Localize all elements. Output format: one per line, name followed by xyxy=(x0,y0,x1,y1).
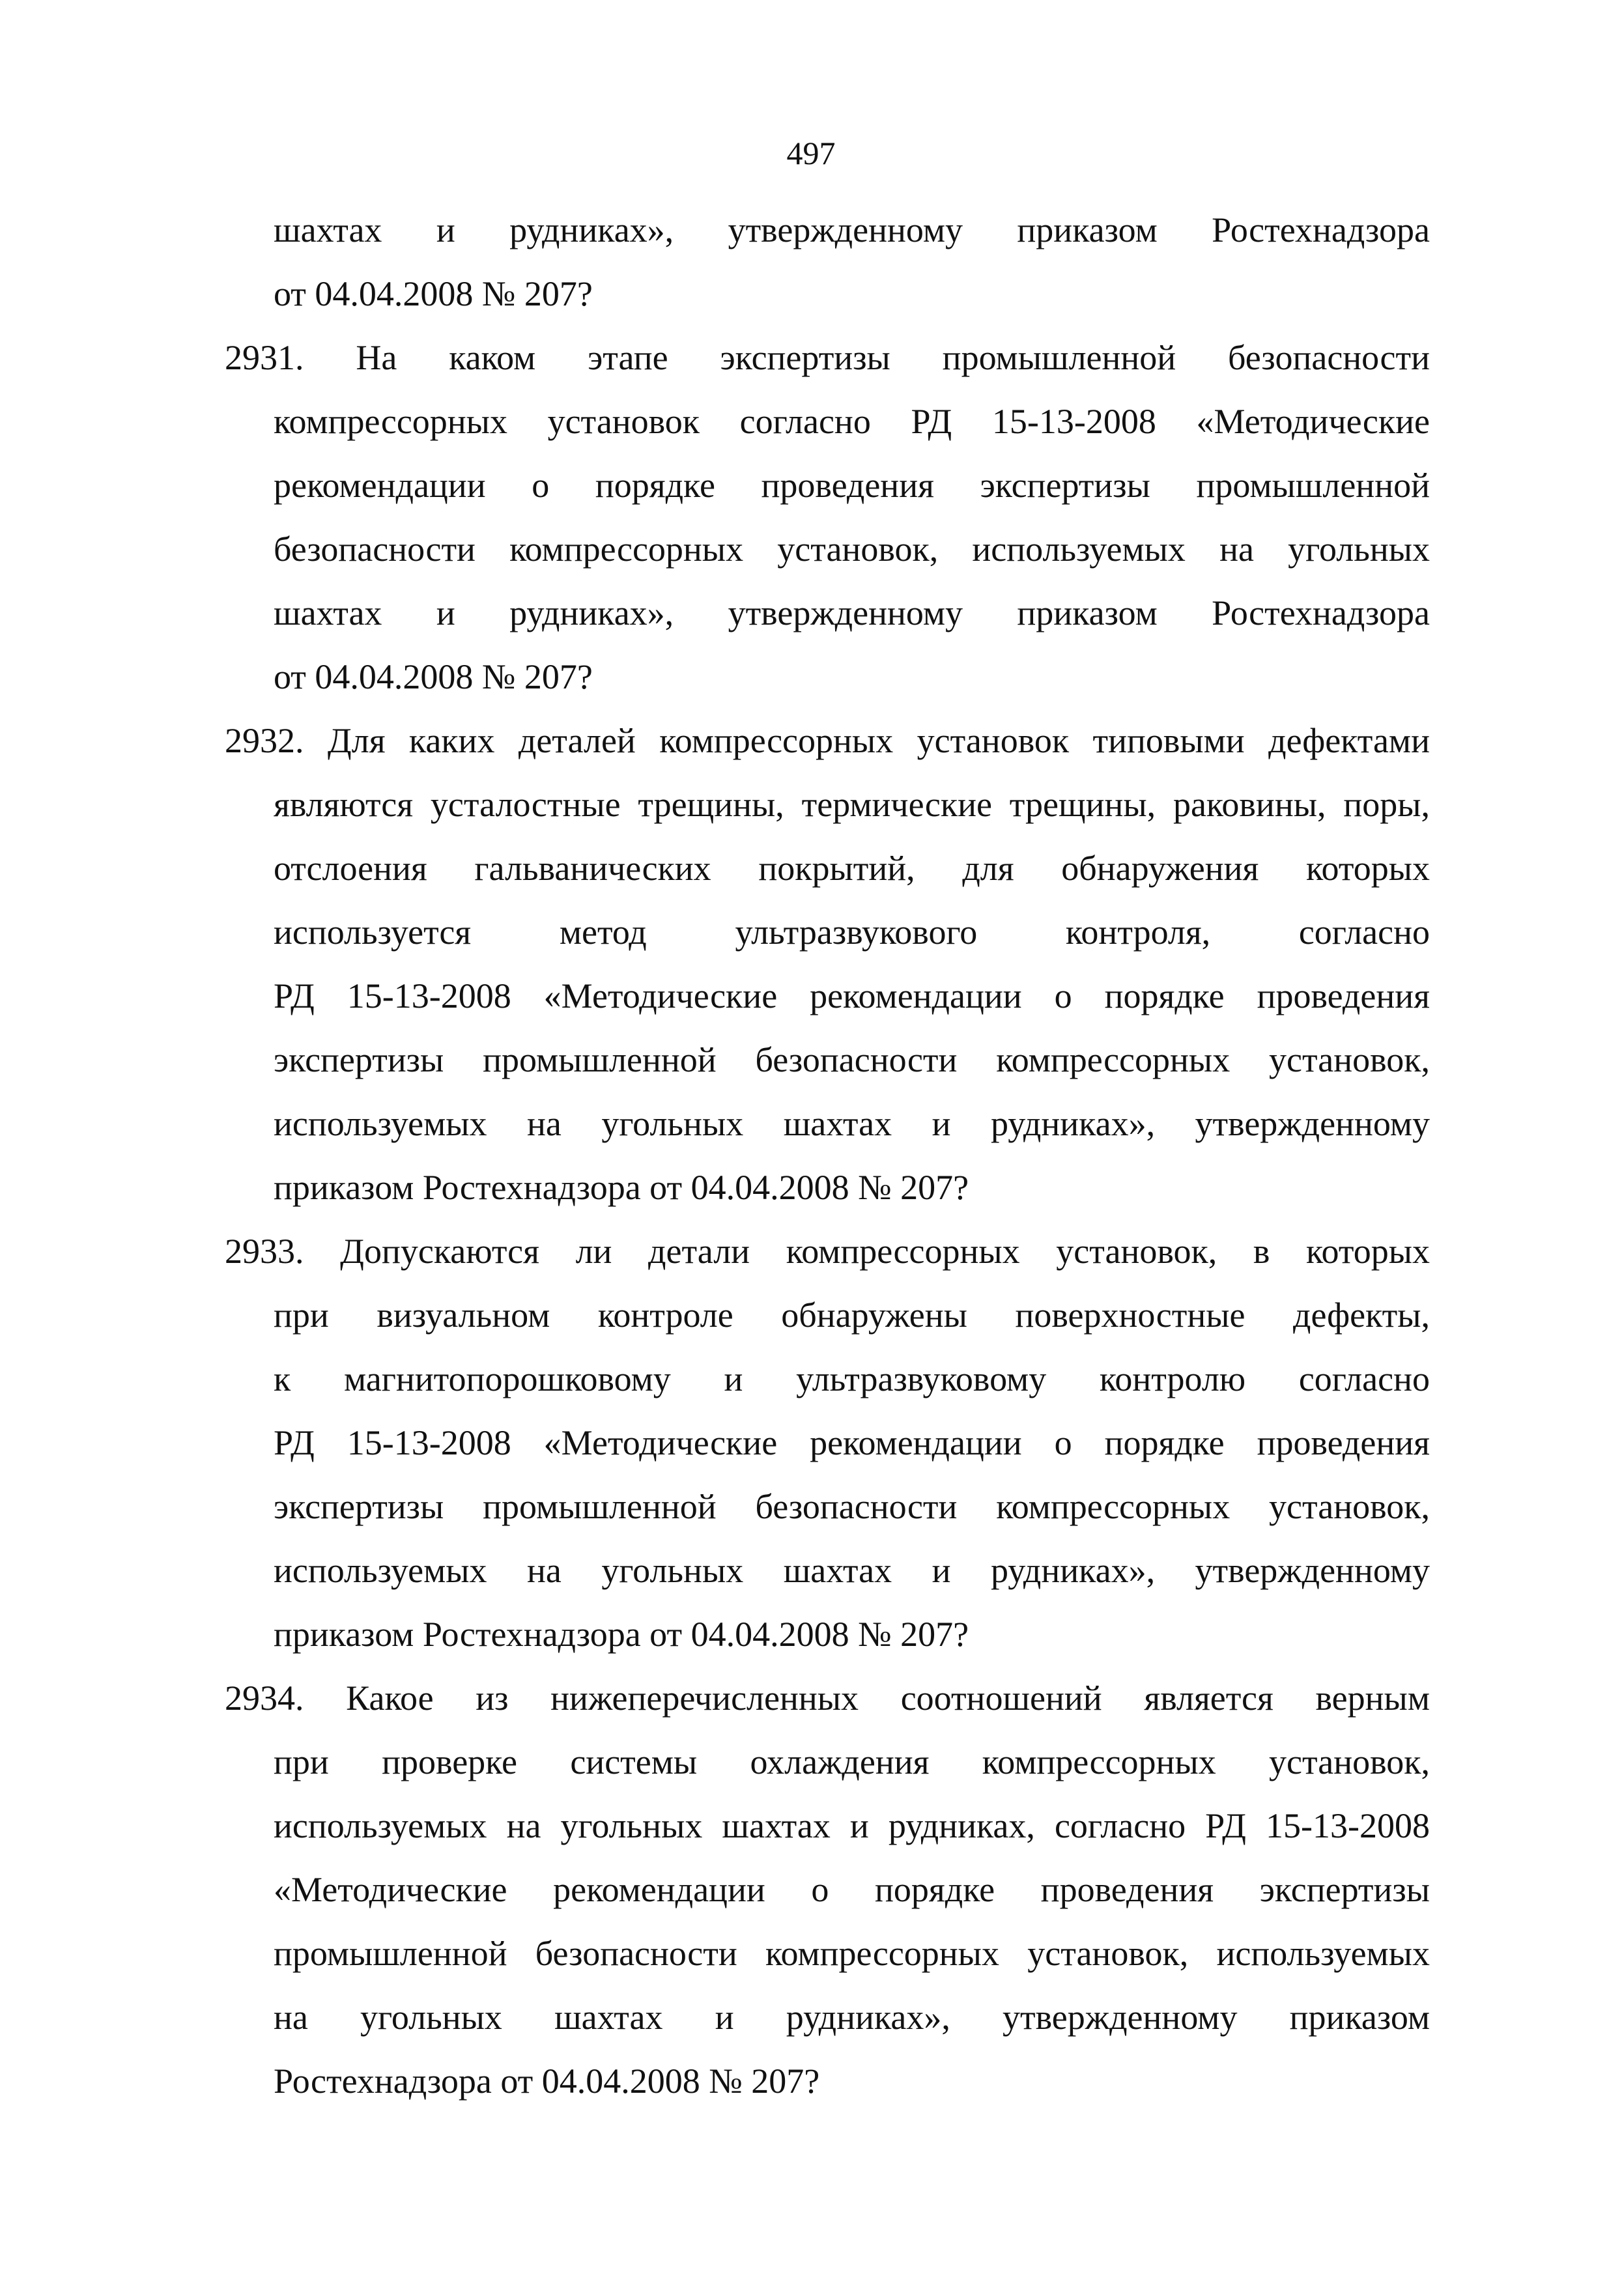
text-line: «Методические рекомендации о порядке проведения экспертизы xyxy=(274,1870,1430,1909)
text-line: рекомендации о порядке проведения экспертизы промышленной xyxy=(274,466,1430,505)
text-line: Ростехнадзора от 04.04.2008 № 207? xyxy=(274,2062,820,2101)
text-line: приказом Ростехнадзора от 04.04.2008 № 207? xyxy=(274,1615,969,1654)
text-line: 2932. Для каких деталей компрессорных установок типовыми дефектами xyxy=(225,721,1430,760)
text-line: экспертизы промышленной безопасности компрессорных установок, xyxy=(274,1487,1430,1526)
text-line: используемых на угольных шахтах и рудниках», утвержденному xyxy=(274,1104,1430,1143)
text-line: к магнитопорошковому и ультразвуковому контролю согласно xyxy=(274,1359,1430,1398)
text-line: от 04.04.2008 № 207? xyxy=(274,274,593,313)
text-line: компрессорных установок согласно РД 15-13-2008 «Методические xyxy=(274,402,1430,441)
text-line: используется метод ультразвукового контроля, согласно xyxy=(274,913,1430,952)
text-line: 2933. Допускаются ли детали компрессорных установок, в которых xyxy=(225,1232,1430,1271)
document-body xyxy=(225,207,1430,2122)
text-line: используемых на угольных шахтах и рудниках, согласно РД 15-13-2008 xyxy=(274,1806,1430,1845)
text-line: шахтах и рудниках», утвержденному приказом Ростехнадзора xyxy=(274,210,1430,249)
text-line: шахтах и рудниках», утвержденному приказом Ростехнадзора xyxy=(274,593,1430,632)
text-line: используемых на угольных шахтах и рудниках», утвержденному xyxy=(274,1551,1430,1590)
text-line: приказом Ростехнадзора от 04.04.2008 № 207? xyxy=(274,1168,969,1207)
text-line: от 04.04.2008 № 207? xyxy=(274,657,593,696)
text-line: промышленной безопасности компрессорных установок, используемых xyxy=(274,1934,1430,1973)
text-line: 2934. Какое из нижеперечисленных соотношений является верным xyxy=(225,1679,1430,1718)
text-line: экспертизы промышленной безопасности компрессорных установок, xyxy=(274,1040,1430,1079)
text-line: при визуальном контроле обнаружены поверхностные дефекты, xyxy=(274,1296,1430,1335)
text-line: РД 15-13-2008 «Методические рекомендации о порядке проведения xyxy=(274,976,1430,1015)
text-line: отслоения гальванических покрытий, для обнаружения которых xyxy=(274,849,1430,888)
text-line: являются усталостные трещины, термические трещины, раковины, поры, xyxy=(274,785,1430,824)
text-line: 2931. На каком этапе экспертизы промышленной безопасности xyxy=(225,338,1430,377)
text-line: при проверке системы охлаждения компрессорных установок, xyxy=(274,1742,1430,1781)
text-line: на угольных шахтах и рудниках», утвержденному приказом xyxy=(274,1998,1430,2037)
page-number: 497 xyxy=(786,135,836,171)
text-line: безопасности компрессорных установок, используемых на угольных xyxy=(274,530,1430,569)
text-line: РД 15-13-2008 «Методические рекомендации о порядке проведения xyxy=(274,1423,1430,1462)
